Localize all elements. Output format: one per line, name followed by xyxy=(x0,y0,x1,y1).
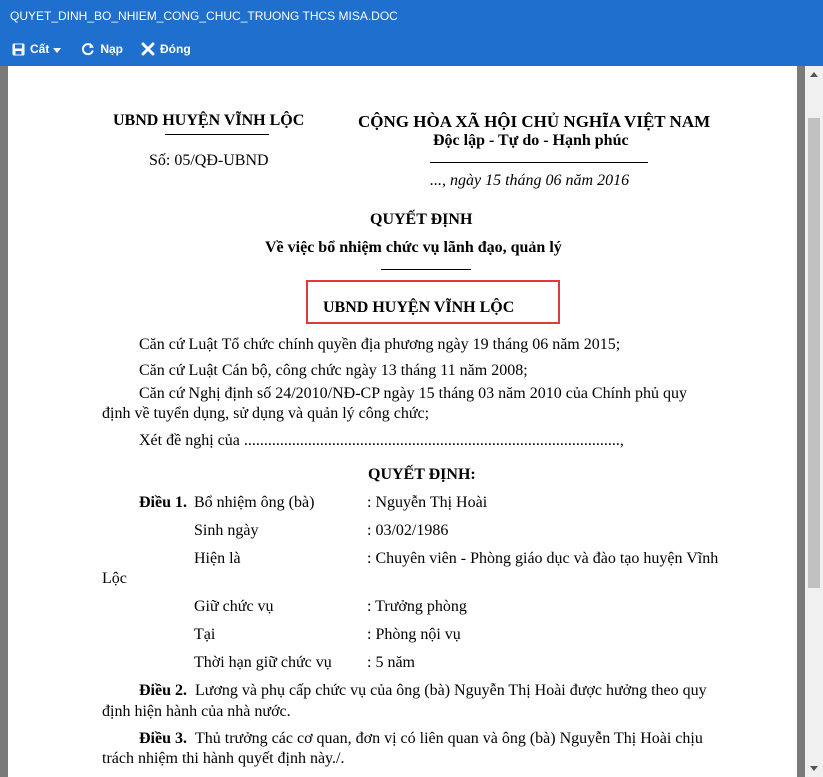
basis-line-3: Căn cứ Nghị định số 24/2010/NĐ-CP ngày 15 tháng 03 năm 2010 của Chính phủ quy xyxy=(139,385,688,402)
motto-underline xyxy=(430,162,648,163)
reload-label: Nạp xyxy=(100,42,124,56)
field-label: Hiện là xyxy=(194,550,241,567)
article-3-text: Thủ trưởng các cơ quan, đơn vị có liên quan và ông (bà) Nguyễn Thị Hoài chịu xyxy=(195,730,703,747)
basis-line-1: Căn cứ Luật Tổ chức chính quyền địa phương ngày 19 tháng 06 năm 2015; xyxy=(139,336,621,353)
field-value: : Trưởng phòng xyxy=(367,598,467,615)
close-button[interactable] xyxy=(141,32,191,66)
chevron-down-icon xyxy=(53,48,61,53)
field-value: : Phòng nội vụ xyxy=(367,626,461,643)
window-title-bar xyxy=(0,0,823,32)
issuer-underline xyxy=(165,134,269,135)
close-icon xyxy=(141,42,155,56)
article-2-text-continued: định hiện hành của nhà nước. xyxy=(102,703,291,720)
reload-button[interactable] xyxy=(81,32,123,66)
document-viewport[interactable] xyxy=(0,66,805,777)
save-label: Cất xyxy=(30,42,50,56)
field-label: Tại xyxy=(194,626,216,643)
field-label: Bổ nhiệm ông (bà) xyxy=(194,494,315,511)
field-label: Thời hạn giữ chức vụ xyxy=(194,654,332,671)
save-button[interactable] xyxy=(12,32,61,66)
scroll-up-icon[interactable] xyxy=(810,72,818,77)
document-page xyxy=(8,66,797,777)
basis-line-4: định về tuyển dụng, sử dụng và quản lý công chức; xyxy=(102,405,430,422)
scroll-down-icon[interactable] xyxy=(810,766,818,771)
article-2-label: Điều 2. xyxy=(139,682,187,699)
national-motto: Độc lập - Tự do - Hạnh phúc xyxy=(433,132,629,149)
document-number: Số: 05/QĐ-UBND xyxy=(149,152,269,169)
field-value: : 5 năm xyxy=(367,654,415,671)
document-type: QUYẾT ĐỊNH xyxy=(370,211,473,228)
toolbar xyxy=(0,32,823,66)
vertical-scrollbar[interactable] xyxy=(805,66,823,777)
basis-line-2: Căn cứ Luật Cán bộ, công chức ngày 13 tháng 11 năm 2008; xyxy=(139,362,528,379)
refresh-icon xyxy=(81,42,95,56)
close-label: Đóng xyxy=(160,42,191,56)
window-title: QUYET_DINH_BO_NHIEM_CONG_CHUC_TRUONG THCS MISA.DOC xyxy=(10,9,398,23)
basis-line-5: Xét đề nghị của .............................................................................................., xyxy=(139,432,624,449)
article-3-label: Điều 3. xyxy=(139,730,187,747)
field-value-continued: Lộc xyxy=(102,570,127,587)
scrollbar-thumb[interactable] xyxy=(808,118,820,588)
issuer-name: UBND HUYỆN VĨNH LỘC xyxy=(113,112,305,129)
field-label: Sinh ngày xyxy=(194,522,259,539)
field-label: Giữ chức vụ xyxy=(194,598,274,615)
document-subject: Về việc bổ nhiệm chức vụ lãnh đạo, quản lý xyxy=(265,239,562,256)
authority-name: UBND HUYỆN VĨNH LỘC xyxy=(323,299,515,316)
article-1-label: Điều 1. xyxy=(139,494,187,511)
field-value: : 03/02/1986 xyxy=(367,522,449,539)
save-icon xyxy=(12,43,25,56)
article-2-text: Lương và phụ cấp chức vụ của ông (bà) Nguyễn Thị Hoài được hưởng theo quy xyxy=(195,682,707,699)
country-name: CỘNG HÒA XÃ HỘI CHỦ NGHĨA VIỆT NAM xyxy=(358,112,711,131)
field-value: : Nguyễn Thị Hoài xyxy=(367,494,488,511)
article-3-text-continued: trách nhiệm thi hành quyết định này./. xyxy=(102,750,345,767)
subject-underline xyxy=(381,269,471,270)
document-date: ..., ngày 15 tháng 06 năm 2016 xyxy=(430,172,630,189)
field-value: : Chuyên viên - Phòng giáo dục và đào tạo huyện Vĩnh xyxy=(367,550,719,567)
decision-heading: QUYẾT ĐỊNH: xyxy=(368,466,476,483)
